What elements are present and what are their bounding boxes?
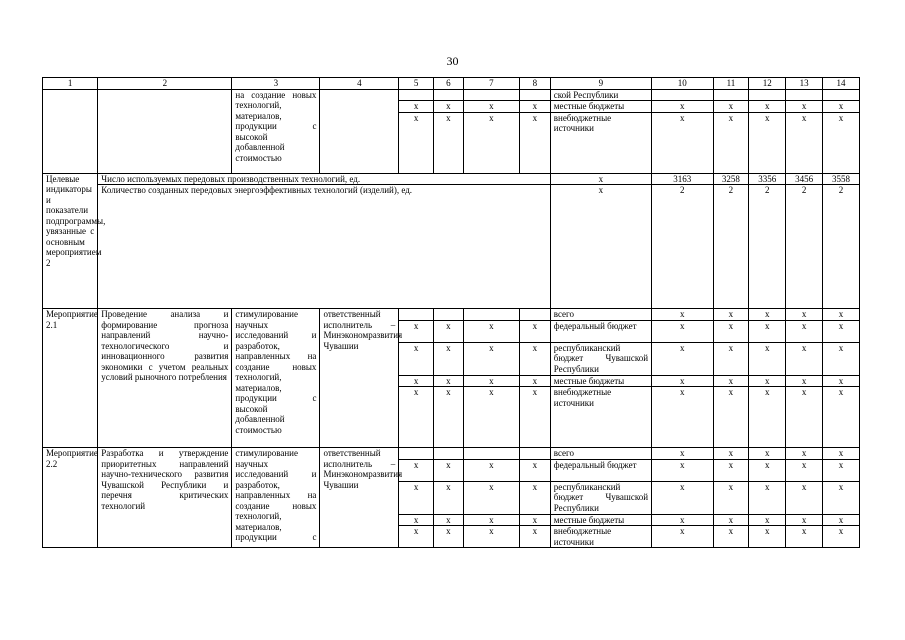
cell-x: х: [652, 101, 713, 113]
cell-x: х: [399, 101, 434, 113]
cell-x: х: [749, 481, 786, 514]
cell-x: х: [399, 526, 434, 548]
cell-x: х: [652, 526, 713, 548]
measure-label: Мероприятие 2.1: [43, 309, 98, 448]
col-header: 12: [749, 78, 786, 90]
cell-x: х: [463, 387, 519, 448]
cell-x: х: [463, 459, 519, 481]
col-header: 10: [652, 78, 713, 90]
cell-empty: [399, 448, 434, 460]
cell-x: х: [823, 375, 860, 387]
cell-x: х: [399, 375, 434, 387]
cell-x: х: [786, 320, 823, 342]
cell-x: х: [713, 514, 749, 526]
cell-x: х: [713, 459, 749, 481]
cell-x: х: [713, 112, 749, 173]
cell-x: х: [520, 526, 551, 548]
cell-source: местные бюджеты: [550, 514, 651, 526]
cell-x: х: [463, 342, 519, 375]
cell-x: х: [463, 375, 519, 387]
cell-x: х: [520, 375, 551, 387]
cell-empty: [463, 89, 519, 101]
cell-x: х: [749, 448, 786, 460]
cell-empty: [43, 89, 98, 173]
cell-empty: [713, 89, 749, 101]
cell-x: х: [434, 526, 464, 548]
cell-x: х: [399, 112, 434, 173]
indicator-value: 3163: [652, 173, 713, 185]
table-row: [43, 89, 860, 101]
indicator-value: 2: [823, 185, 860, 309]
cell-x: х: [399, 342, 434, 375]
cell-x: х: [434, 459, 464, 481]
col-header: 1: [43, 78, 98, 90]
cell-x: х: [434, 112, 464, 173]
col-header: 7: [463, 78, 519, 90]
cell-x: х: [786, 514, 823, 526]
cell-x: х: [652, 309, 713, 321]
cell-x: х: [823, 448, 860, 460]
cell-x: х: [823, 342, 860, 375]
cell-empty: [434, 309, 464, 321]
col-header: 14: [823, 78, 860, 90]
cell-source: федеральный бюджет: [550, 320, 651, 342]
cell-empty: [520, 448, 551, 460]
col-header: 3: [232, 78, 320, 90]
cell-empty: [434, 448, 464, 460]
cell-x: х: [463, 514, 519, 526]
col-header: 13: [786, 78, 823, 90]
col-header: 11: [713, 78, 749, 90]
cell-x: х: [786, 101, 823, 113]
cell-empty: [749, 89, 786, 101]
cell-x: х: [823, 101, 860, 113]
cell-x: х: [749, 112, 786, 173]
cell-x: х: [823, 309, 860, 321]
cell-x: х: [520, 320, 551, 342]
cell-x: х: [749, 320, 786, 342]
cell-source: местные бюджеты: [550, 375, 651, 387]
cell-x: х: [823, 459, 860, 481]
cell-source: местные бюджеты: [550, 101, 651, 113]
cell-source: республиканский бюджет Чувашской Республики: [550, 342, 651, 375]
measure-goal: стимулирование научных исследований и разработок, направленных на создание новых технологий, материалов, продукции с: [232, 448, 320, 548]
cell-empty: [520, 309, 551, 321]
cell-x: х: [713, 342, 749, 375]
program-table: [42, 77, 860, 548]
col-header: 4: [320, 78, 399, 90]
cell-source: ской Республики: [550, 89, 651, 101]
measure-name: Разработка и утверждение приоритетных направлений научно-технического развития Чувашской Республики и перечня критических технологий: [98, 448, 232, 548]
cell-x: х: [652, 448, 713, 460]
cell-x: х: [520, 101, 551, 113]
cell-empty: [463, 309, 519, 321]
cell-x: х: [652, 514, 713, 526]
indicator-value: 2: [652, 185, 713, 309]
cell-x: х: [520, 514, 551, 526]
cell-x: х: [713, 320, 749, 342]
cell-x: х: [823, 112, 860, 173]
indicator-row: [43, 185, 860, 309]
cell-x: х: [434, 101, 464, 113]
cell-source: всего: [550, 309, 651, 321]
cell-x: х: [520, 481, 551, 514]
cell-x: х: [463, 481, 519, 514]
cell-x: х: [652, 342, 713, 375]
header-row: [43, 78, 860, 90]
cell-x: х: [434, 375, 464, 387]
cell-x: х: [399, 387, 434, 448]
cell-x: х: [652, 320, 713, 342]
cell-x: х: [652, 112, 713, 173]
cell-x: х: [399, 320, 434, 342]
indicator-text: Число используемых передовых производственных технологий, ед.: [98, 173, 550, 185]
page-number: 30: [446, 54, 459, 68]
cell-x: х: [520, 387, 551, 448]
indicator-row: [43, 173, 860, 185]
cell-x: х: [713, 526, 749, 548]
cell-source: внебюджетные источники: [550, 387, 651, 448]
indicator-value: 2: [786, 185, 823, 309]
cell-source: всего: [550, 448, 651, 460]
indicator-value: 3258: [713, 173, 749, 185]
cell-x: х: [434, 320, 464, 342]
cell-x: х: [652, 459, 713, 481]
cell-x: х: [434, 387, 464, 448]
measure-executor: ответственный исполнитель – Минэкономразвития Чувашии: [320, 448, 399, 548]
cell-x: х: [713, 101, 749, 113]
cell-x: х: [434, 514, 464, 526]
cell-x: х: [399, 514, 434, 526]
cell-x: х: [550, 173, 651, 185]
cell-x: х: [786, 309, 823, 321]
cell-x: х: [823, 481, 860, 514]
cell-x: х: [463, 112, 519, 173]
cell-source: внебюджетные источники: [550, 112, 651, 173]
cell-x: х: [652, 375, 713, 387]
cell-x: х: [749, 309, 786, 321]
cell-x: х: [463, 320, 519, 342]
cell-x: х: [434, 481, 464, 514]
cell-x: х: [520, 342, 551, 375]
indicator-value: 2: [713, 185, 749, 309]
cell-x: х: [550, 185, 651, 309]
col-header: 9: [550, 78, 651, 90]
cell-empty: [463, 448, 519, 460]
measure-name: Проведение анализа и формирование прогноза направлений научно-технологического и инновационного развития экономики с учетом реальных условий рыночного потребления: [98, 309, 232, 448]
cell-x: х: [786, 459, 823, 481]
cell-x: х: [463, 101, 519, 113]
col-header: 8: [520, 78, 551, 90]
indicator-text: Количество созданных передовых энергоэффективных технологий (изделий), ед.: [98, 185, 550, 309]
cell-x: х: [463, 526, 519, 548]
indicator-value: 2: [749, 185, 786, 309]
cell-empty: [399, 309, 434, 321]
cell-x: х: [713, 448, 749, 460]
indicators-label: Целевые индикаторы и показатели подпрограммы, увязанные с основным мероприятием 2: [43, 173, 98, 309]
cell-source: федеральный бюджет: [550, 459, 651, 481]
cell-x: х: [786, 342, 823, 375]
col-header: 5: [399, 78, 434, 90]
cell-x: х: [713, 309, 749, 321]
measure-executor: ответственный исполнитель – Минэкономразвития Чувашии: [320, 309, 399, 448]
cell-source: республиканский бюджет Чувашской Республики: [550, 481, 651, 514]
cell-empty: [98, 89, 232, 173]
cell-x: х: [786, 448, 823, 460]
cell-goal: на создание новых технологий, материалов, продукции с высокой добавленной стоимостью: [232, 89, 320, 173]
cell-empty: [652, 89, 713, 101]
col-header: 6: [434, 78, 464, 90]
cell-x: х: [520, 112, 551, 173]
cell-x: х: [823, 387, 860, 448]
cell-source: внебюджетные источники: [550, 526, 651, 548]
indicator-value: 3356: [749, 173, 786, 185]
cell-x: х: [713, 375, 749, 387]
measure-label: Мероприятие 2.2: [43, 448, 98, 548]
table-row: [43, 309, 860, 321]
cell-x: х: [786, 481, 823, 514]
cell-empty: [823, 89, 860, 101]
cell-empty: [434, 89, 464, 101]
cell-x: х: [749, 526, 786, 548]
cell-x: х: [786, 375, 823, 387]
cell-x: х: [823, 514, 860, 526]
cell-empty: [520, 89, 551, 101]
cell-x: х: [652, 481, 713, 514]
cell-x: х: [399, 481, 434, 514]
cell-x: х: [786, 387, 823, 448]
col-header: 2: [98, 78, 232, 90]
cell-x: х: [823, 526, 860, 548]
cell-x: х: [786, 112, 823, 173]
cell-x: х: [749, 342, 786, 375]
table-row: [43, 448, 860, 460]
cell-x: х: [434, 342, 464, 375]
cell-x: х: [713, 481, 749, 514]
cell-x: х: [749, 387, 786, 448]
indicator-value: 3558: [823, 173, 860, 185]
cell-x: х: [786, 526, 823, 548]
cell-x: х: [652, 387, 713, 448]
cell-x: х: [749, 459, 786, 481]
cell-x: х: [520, 459, 551, 481]
cell-empty: [786, 89, 823, 101]
cell-x: х: [749, 375, 786, 387]
cell-x: х: [823, 320, 860, 342]
cell-empty: [320, 89, 399, 173]
cell-empty: [399, 89, 434, 101]
cell-x: х: [713, 387, 749, 448]
measure-goal: стимулирование научных исследований и разработок, направленных на создание новых технологий, материалов, продукции с высокой добавленной стоимостью: [232, 309, 320, 448]
cell-x: х: [399, 459, 434, 481]
cell-x: х: [749, 101, 786, 113]
indicator-value: 3456: [786, 173, 823, 185]
cell-x: х: [749, 514, 786, 526]
